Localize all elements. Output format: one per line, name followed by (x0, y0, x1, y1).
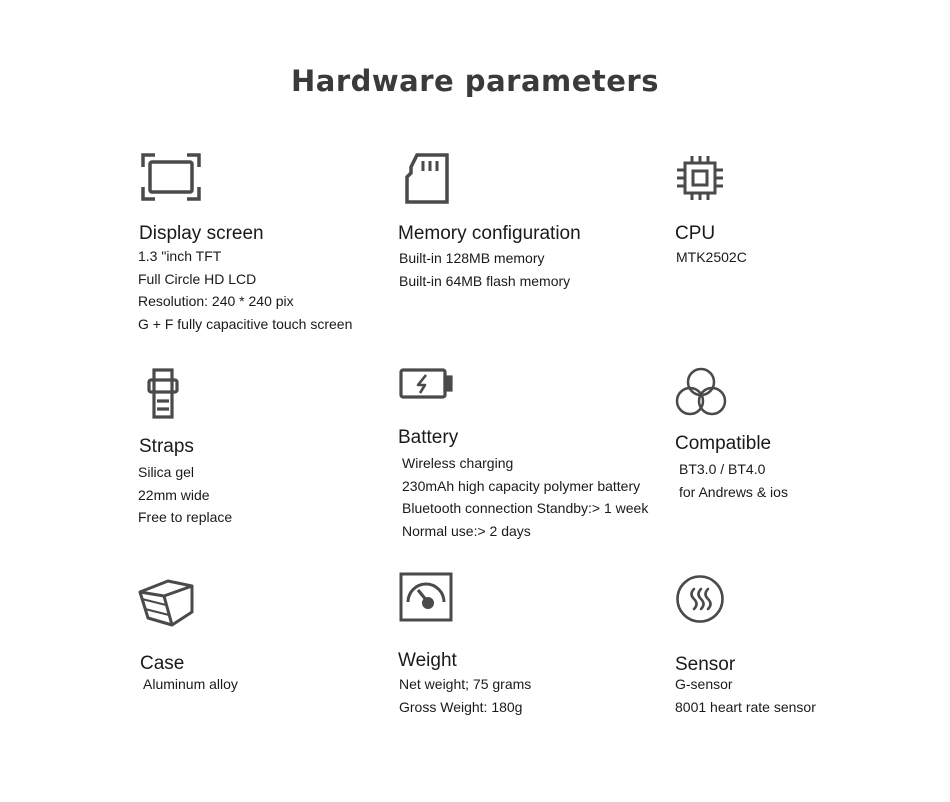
param-line: Resolution: 240 * 240 pix (138, 293, 294, 309)
param-lines (143, 673, 238, 696)
param-line: 8001 heart rate sensor (675, 698, 816, 715)
param-line: 1.3 "inch TFT (138, 248, 222, 264)
param-lines (679, 458, 788, 503)
param-heading: Weight (398, 650, 457, 671)
param-heading: Case (140, 653, 185, 674)
param-line: 22mm wide (138, 486, 210, 503)
display-frame-icon (141, 153, 201, 201)
param-lines (399, 247, 570, 292)
param-line: Built-in 64MB flash memory (399, 272, 571, 289)
param-line: G + F fully capacitive touch screen (138, 315, 353, 332)
param-line: G-sensor (675, 676, 733, 692)
sd-card-icon (403, 153, 451, 205)
param-lines (402, 452, 648, 542)
param-line: for Andrews & ios (679, 483, 788, 500)
param-line: Silica gel (138, 464, 195, 480)
param-line: Net weight; 75 grams (399, 676, 532, 692)
param-line: Built-in 128MB memory (399, 250, 545, 266)
param-line: Full Circle HD LCD (138, 270, 257, 287)
venn-circles-icon (675, 366, 727, 418)
param-heading: CPU (675, 223, 716, 244)
param-lines (138, 461, 232, 529)
param-line: Normal use:> 2 days (402, 522, 531, 539)
scale-gauge-icon (399, 572, 453, 622)
param-heading: Compatible (675, 433, 772, 454)
param-lines (138, 245, 352, 335)
cpu-chip-icon (675, 154, 725, 202)
param-line: Free to replace (138, 509, 233, 525)
param-line: 230mAh high capacity polymer battery (402, 477, 641, 494)
sensor-waves-icon (675, 574, 725, 624)
param-heading: Battery (398, 427, 459, 448)
param-line: Wireless charging (402, 455, 514, 471)
param-heading: Memory configuration (398, 223, 581, 244)
param-heading: Straps (139, 436, 194, 457)
param-lines (676, 246, 747, 269)
param-line: BT3.0 / BT4.0 (679, 461, 766, 477)
param-heading: Display screen (139, 223, 264, 244)
param-heading: Sensor (675, 654, 736, 675)
param-line: Bluetooth connection Standby:> 1 week (402, 500, 649, 516)
param-lines (399, 673, 531, 718)
cube-icon (136, 572, 196, 628)
page-title: Hardware parameters (290, 64, 659, 98)
param-line: Aluminum alloy (143, 676, 238, 692)
watch-strap-icon (145, 368, 181, 420)
param-line: MTK2502C (676, 249, 747, 265)
battery-charging-icon (399, 368, 453, 400)
param-lines (675, 673, 816, 718)
param-line: Gross Weight: 180g (399, 698, 523, 715)
